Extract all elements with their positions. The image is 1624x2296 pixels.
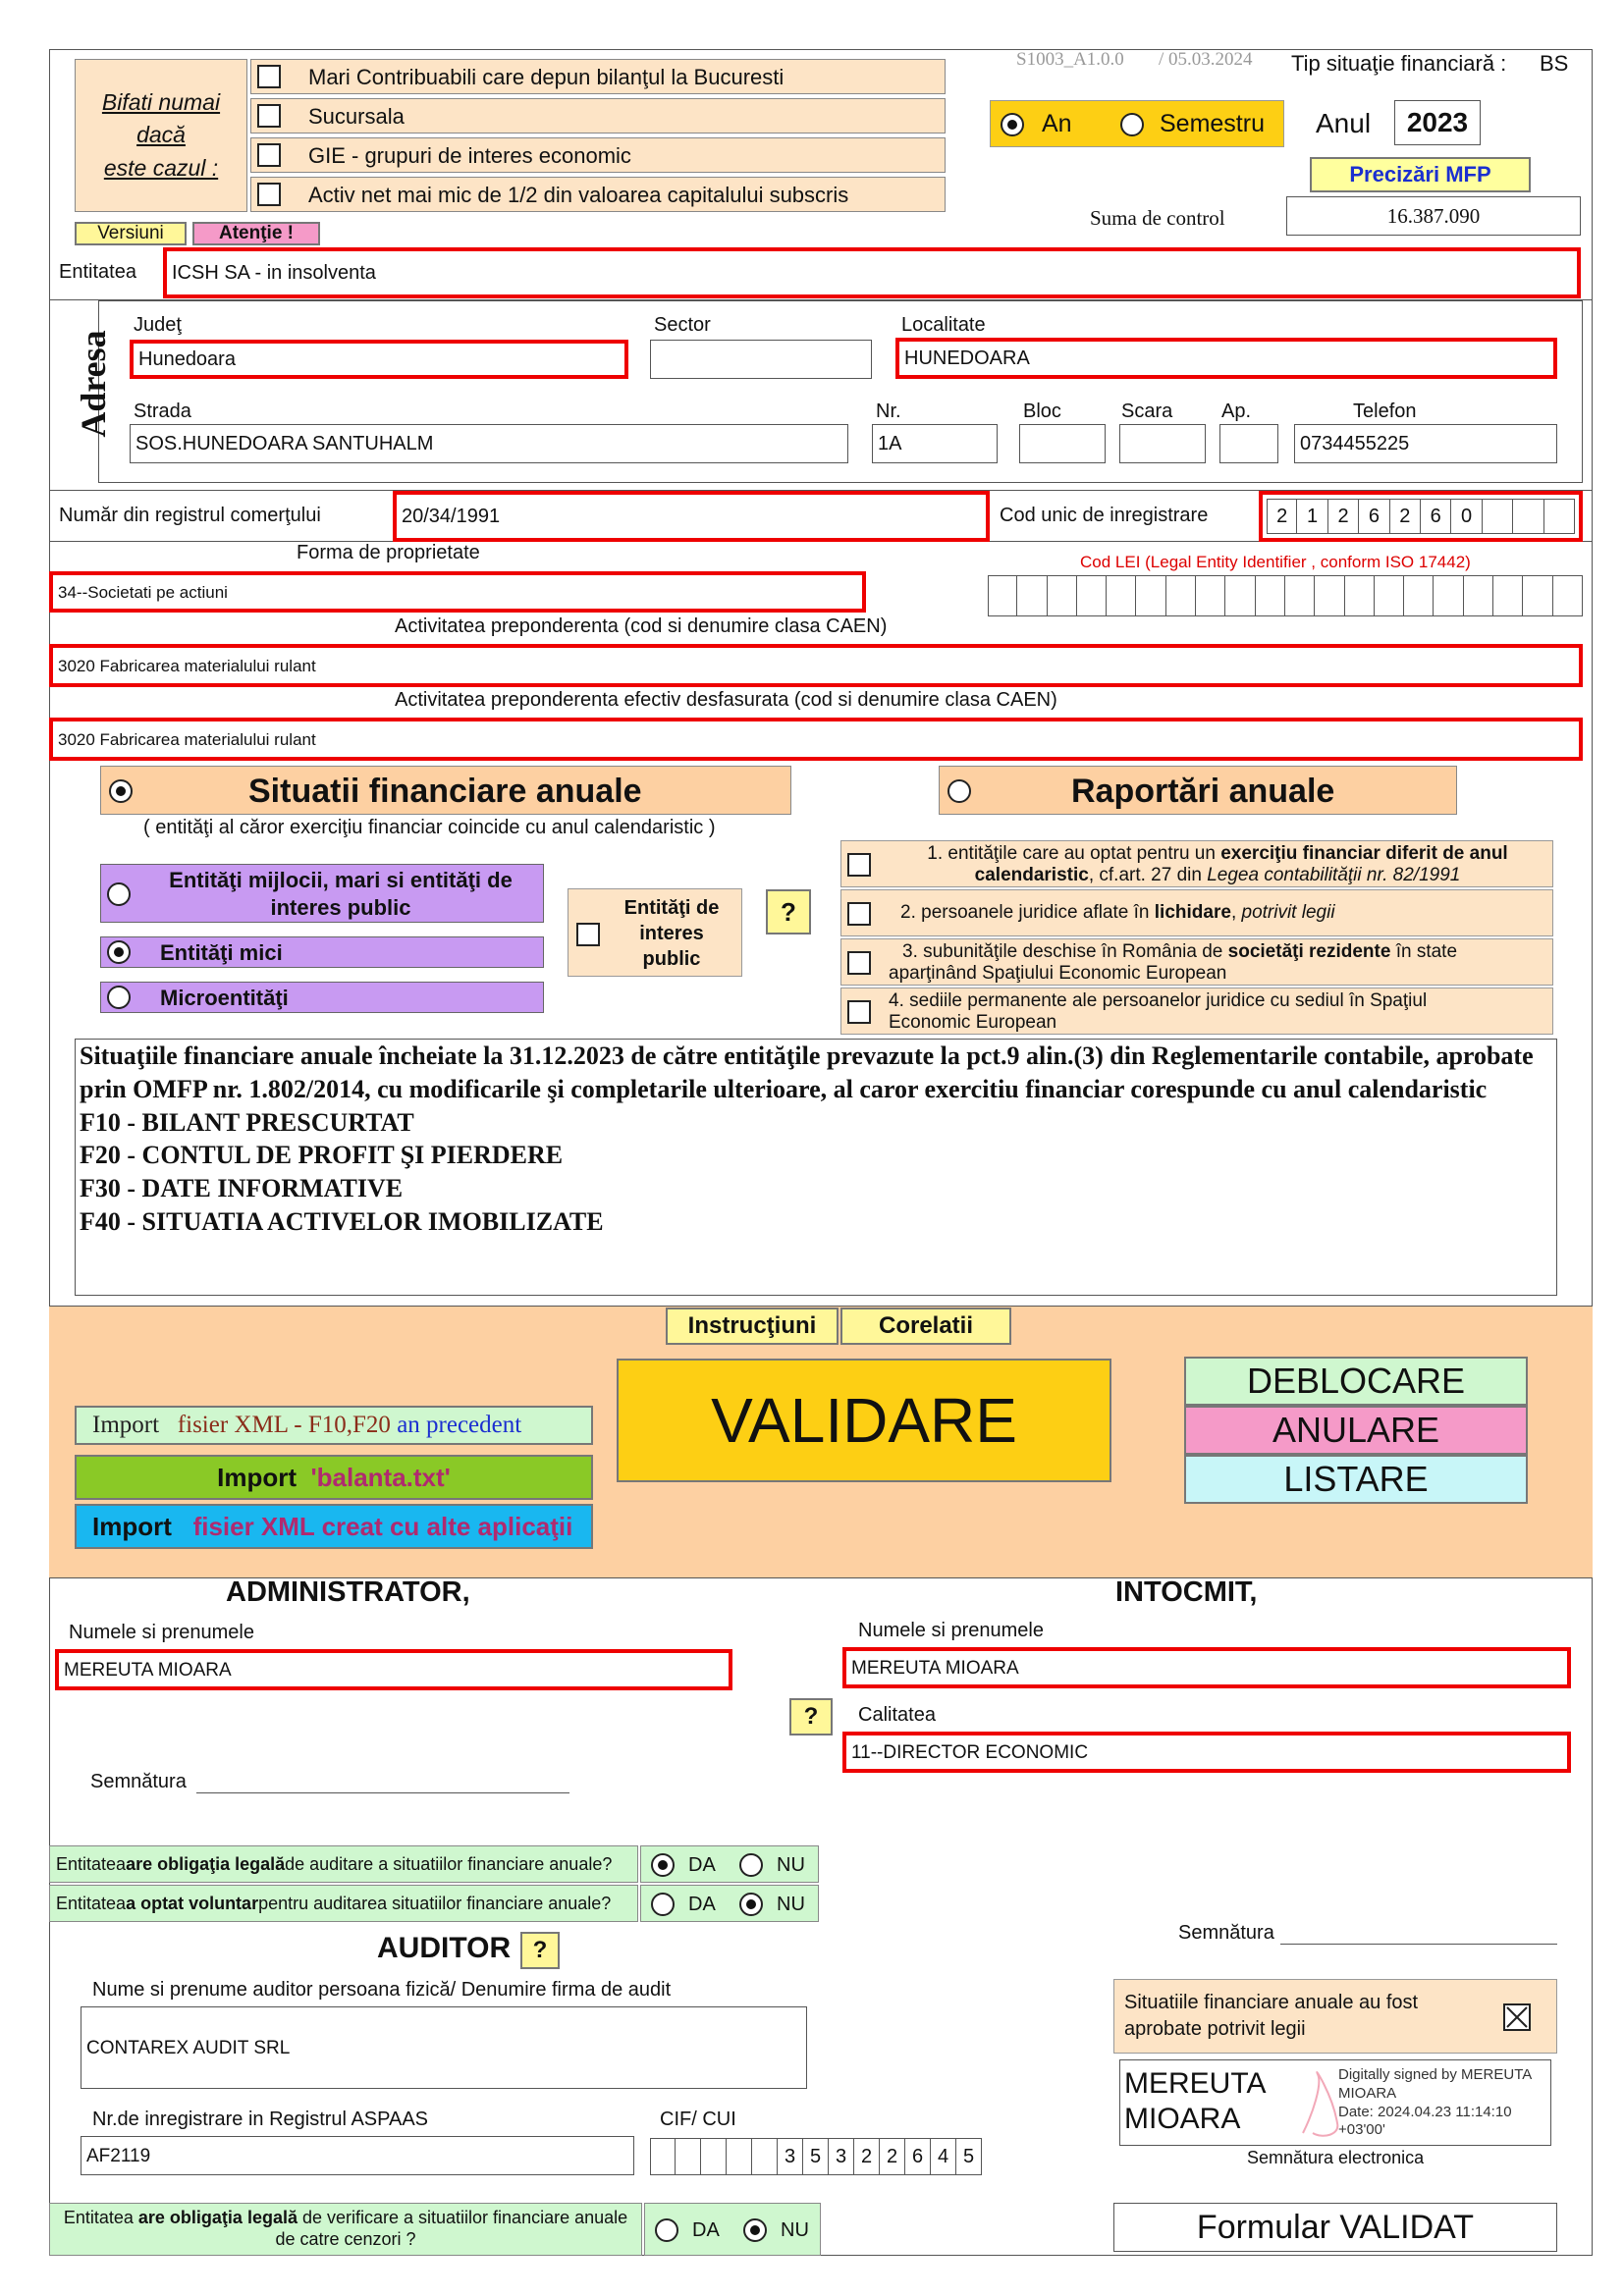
entitatea-field[interactable]: ICSH SA - in insolventa bbox=[163, 247, 1581, 298]
bifati-line: este cazul : bbox=[103, 154, 219, 181]
ap-label: Ap. bbox=[1221, 400, 1252, 422]
raportari-title: Raportări anuale bbox=[1071, 773, 1335, 810]
lei-cell bbox=[1523, 575, 1552, 616]
cif-digit bbox=[752, 2138, 778, 2175]
raportari-option[interactable] bbox=[840, 938, 1553, 986]
text: Import bbox=[92, 1412, 160, 1438]
interes-public-label: Entităţi de interes public bbox=[623, 897, 720, 970]
radio-semestru[interactable] bbox=[1120, 113, 1144, 136]
formular-validat-status: Formular VALIDAT bbox=[1113, 2203, 1557, 2252]
lei-label: Cod LEI (Legal Entity Identifier , conform ISO 17442) bbox=[1080, 553, 1471, 571]
checkbox[interactable] bbox=[257, 65, 281, 88]
instructiuni-button[interactable]: Instrucţiuni bbox=[666, 1308, 839, 1345]
checkbox-label: Mari Contribuabili care depun bilanţul la Bucuresti bbox=[308, 65, 785, 89]
radio-an-label: An bbox=[1042, 110, 1072, 137]
form-item: F40 - SITUATIA ACTIVELOR IMOBILIZATE bbox=[80, 1206, 604, 1236]
radio-raportari-anuale[interactable] bbox=[947, 779, 971, 803]
option-mici[interactable] bbox=[100, 936, 544, 968]
lei-cell bbox=[1285, 575, 1315, 616]
caen-efectiv-label: Activitatea preponderenta efectiv desfasurata (cod si denumire clasa CAEN) bbox=[395, 689, 1057, 711]
radio-semestru-label: Semestru bbox=[1160, 110, 1265, 137]
option-mijlocii-label: Entităţi mijlocii, mari si entităţi de interes public bbox=[169, 868, 513, 920]
lei-cell bbox=[1017, 575, 1047, 616]
raportari-option-label bbox=[889, 843, 1546, 886]
calitatea-help-button[interactable]: ? bbox=[789, 1698, 833, 1735]
versiuni-button[interactable]: Versiuni bbox=[75, 222, 187, 245]
lei-cell bbox=[1553, 575, 1583, 616]
localitate-field[interactable]: HUNEDOARA bbox=[895, 338, 1557, 379]
lei-cells bbox=[988, 575, 1583, 616]
header-checkbox-row[interactable] bbox=[250, 98, 946, 133]
admin-nume-label: Numele si prenumele bbox=[69, 1622, 254, 1643]
lei-cell bbox=[1048, 575, 1077, 616]
auditor-title: AUDITOR bbox=[377, 1932, 512, 1964]
header-checkbox-row[interactable] bbox=[250, 59, 946, 94]
text: , bbox=[1230, 902, 1242, 923]
sector-label: Sector bbox=[654, 314, 711, 336]
text: fisier XML creat cu alte aplicaţii bbox=[192, 1511, 573, 1541]
sector-field[interactable] bbox=[650, 340, 872, 379]
anul-label: Anul bbox=[1316, 108, 1372, 138]
text: Digitally signed by MEREUTA bbox=[1338, 2066, 1533, 2083]
suma-control-field: 16.387.090 bbox=[1286, 196, 1581, 236]
radio-an[interactable] bbox=[1001, 113, 1024, 136]
raportari-header bbox=[939, 766, 1457, 815]
text: 1. entităţile care au optat pentru un bbox=[927, 843, 1221, 864]
radio-da[interactable] bbox=[655, 2218, 678, 2242]
text: fisier XML - F10,F20 bbox=[177, 1412, 391, 1438]
situatii-header bbox=[100, 766, 791, 815]
radio-nu[interactable] bbox=[739, 1853, 763, 1877]
text: de auditare a situatiilor financiare anuale? bbox=[285, 1853, 613, 1874]
option-mijlocii[interactable] bbox=[100, 864, 544, 923]
precizari-mfp-button[interactable]: Precizări MFP bbox=[1310, 157, 1531, 192]
checkbox-label: Activ net mai mic de 1/2 din valoarea capitalului subscris bbox=[308, 183, 849, 207]
form-item: F30 - DATE INFORMATIVE bbox=[80, 1174, 404, 1203]
option-micro[interactable] bbox=[100, 982, 544, 1013]
scara-field[interactable] bbox=[1119, 424, 1206, 463]
auditor-name-label: Nume si prenume auditor persoana fizică/ Denumire firma de audit bbox=[92, 1979, 672, 2001]
cui-digit bbox=[1483, 499, 1513, 534]
semnatura-electronica-label: Semnătura electronica bbox=[1247, 2148, 1425, 2167]
nr-field[interactable]: 1A bbox=[872, 424, 998, 463]
header-checkbox-row[interactable] bbox=[250, 177, 946, 212]
cui-digit-cells bbox=[1267, 499, 1575, 534]
validare-button[interactable]: VALIDARE bbox=[617, 1359, 1111, 1482]
digital-sign-details bbox=[1338, 2066, 1532, 2140]
cenzori-question-row bbox=[49, 2203, 642, 2256]
lei-cell bbox=[1136, 575, 1165, 616]
intocmit-semnatura-line bbox=[1280, 1944, 1557, 1945]
admin-semnatura-line bbox=[196, 1792, 569, 1793]
cif-digit bbox=[701, 2138, 727, 2175]
text: Entitatea bbox=[63, 2208, 138, 2227]
admin-nume-field[interactable]: MEREUTA MIOARA bbox=[55, 1649, 732, 1690]
radio-nu-label: NU bbox=[777, 1894, 805, 1915]
text: Entitatea bbox=[56, 1853, 127, 1874]
cui-digit bbox=[1513, 499, 1543, 534]
lei-cell bbox=[1166, 575, 1196, 616]
raportari-option-label bbox=[900, 902, 1539, 924]
import-balanta-button[interactable] bbox=[75, 1455, 593, 1500]
cui-digit: 6 bbox=[1421, 499, 1451, 534]
version-code: S1003_A1.0.0 bbox=[1016, 49, 1124, 70]
aspaas-label: Nr.de inregistrare in Registrul ASPAAS bbox=[92, 2109, 429, 2130]
radio-da-label: DA bbox=[688, 1854, 716, 1876]
registru-label: Număr din registrul comerţului bbox=[59, 505, 321, 526]
cif-digit: 3 bbox=[829, 2138, 854, 2175]
scara-label: Scara bbox=[1121, 400, 1173, 422]
text: a optat voluntar bbox=[126, 1893, 259, 1913]
text: MEREUTA MIOARA bbox=[1124, 2067, 1265, 2135]
lei-cell bbox=[1107, 575, 1136, 616]
aprobate-checkbox[interactable] bbox=[1503, 2003, 1531, 2031]
lei-cell bbox=[1375, 575, 1404, 616]
interes-public-checkbox[interactable] bbox=[576, 923, 600, 946]
cui-digit: 1 bbox=[1297, 499, 1327, 534]
radio-micro[interactable] bbox=[107, 986, 131, 1009]
checkbox[interactable] bbox=[847, 853, 871, 877]
checkbox-label: GIE - grupuri de interes economic bbox=[308, 143, 631, 168]
checkbox[interactable] bbox=[257, 104, 281, 128]
text: are obligaţia legală bbox=[137, 2208, 298, 2227]
cui-digit: 2 bbox=[1390, 499, 1421, 534]
version-date: / 05.03.2024 bbox=[1159, 49, 1253, 70]
text: an precedent bbox=[397, 1412, 522, 1438]
anul-field[interactable]: 2023 bbox=[1394, 100, 1481, 145]
strada-label: Strada bbox=[134, 400, 191, 422]
judet-label: Judeţ bbox=[134, 314, 182, 336]
registru-field[interactable]: 20/34/1991 bbox=[393, 491, 990, 542]
tip-value: BS bbox=[1540, 51, 1569, 76]
text: MIOARA bbox=[1338, 2084, 1397, 2102]
calitatea-field[interactable]: 11--DIRECTOR ECONOMIC bbox=[842, 1732, 1571, 1773]
radio-nu-label: NU bbox=[777, 1854, 805, 1876]
cui-label: Cod unic de inregistrare bbox=[1000, 505, 1209, 526]
radio-nu[interactable] bbox=[739, 1893, 763, 1916]
text: 2. persoanele juridice aflate în bbox=[900, 902, 1155, 923]
lei-cell bbox=[1404, 575, 1434, 616]
radio-da-label: DA bbox=[688, 1894, 716, 1915]
radio-mici[interactable] bbox=[107, 940, 131, 964]
raportari-option[interactable] bbox=[840, 840, 1553, 887]
judet-field[interactable]: Hunedoara bbox=[130, 340, 628, 379]
cif-digit bbox=[650, 2138, 676, 2175]
deblocare-button[interactable]: DEBLOCARE bbox=[1184, 1357, 1528, 1406]
text: de verificare a situatiilor financiare anuale de catre cenzori ? bbox=[275, 2208, 628, 2249]
raportari-option-label bbox=[889, 941, 1546, 985]
lei-cell bbox=[1077, 575, 1107, 616]
digital-signature-box bbox=[1119, 2059, 1551, 2146]
cui-field[interactable] bbox=[1259, 491, 1583, 542]
radio-situatii-anuale[interactable] bbox=[109, 779, 133, 803]
text: Date: 2024.04.23 11:14:10 bbox=[1338, 2103, 1512, 2120]
adresa-label: Adresa bbox=[74, 330, 113, 438]
radio-nu-label: NU bbox=[781, 2219, 809, 2241]
form-item: F20 - CONTUL DE PROFIT ŞI PIERDERE bbox=[80, 1141, 564, 1170]
strada-field[interactable]: SOS.HUNEDOARA SANTUHALM bbox=[130, 424, 848, 463]
bifati-box bbox=[75, 59, 247, 212]
intocmit-semnatura-label: Semnătura bbox=[1178, 1922, 1274, 1944]
administrator-title: ADMINISTRATOR, bbox=[226, 1576, 470, 1608]
text: 'balanta.txt' bbox=[310, 1462, 451, 1492]
telefon-field[interactable]: 0734455225 bbox=[1294, 424, 1557, 463]
calitatea-label: Calitatea bbox=[858, 1704, 936, 1726]
description-box bbox=[75, 1039, 1557, 1296]
entitatea-label: Entitatea bbox=[59, 261, 136, 283]
forma-label: Forma de proprietate bbox=[297, 542, 480, 563]
nr-label: Nr. bbox=[876, 400, 901, 422]
lei-field[interactable] bbox=[988, 575, 1583, 616]
audit-question-row bbox=[49, 1845, 638, 1883]
atentie-button[interactable]: Atenţie ! bbox=[192, 222, 320, 245]
cui-digit: 0 bbox=[1451, 499, 1482, 534]
text: în state aparţinând Spaţiului Economic European bbox=[889, 941, 1458, 984]
checkbox-label: Sucursala bbox=[308, 104, 405, 129]
text: Import bbox=[92, 1511, 172, 1541]
period-radio-group bbox=[990, 100, 1284, 147]
cui-digit: 6 bbox=[1359, 499, 1389, 534]
ap-field[interactable] bbox=[1219, 424, 1278, 463]
lei-cell bbox=[1256, 575, 1285, 616]
audit-question-row bbox=[49, 1885, 638, 1922]
intocmit-nume-label: Numele si prenumele bbox=[858, 1620, 1044, 1641]
localitate-label: Localitate bbox=[901, 314, 986, 336]
listare-button[interactable]: LISTARE bbox=[1184, 1455, 1528, 1504]
text: potrivit legii bbox=[1241, 902, 1335, 923]
header-checkbox-row[interactable] bbox=[250, 137, 946, 173]
raportari-option[interactable] bbox=[840, 988, 1553, 1035]
checkbox[interactable] bbox=[847, 1000, 871, 1024]
corelatii-button[interactable]: Corelatii bbox=[840, 1308, 1011, 1345]
help-button[interactable]: ? bbox=[766, 889, 811, 934]
caen-field[interactable]: 3020 Fabricarea materialului rulant bbox=[49, 644, 1583, 687]
text: lichidare bbox=[1154, 902, 1231, 923]
cif-digit: 6 bbox=[905, 2138, 931, 2175]
cif-digit: 2 bbox=[880, 2138, 905, 2175]
cenzori-radios bbox=[644, 2203, 821, 2256]
cif-label: CIF/ CUI bbox=[660, 2109, 736, 2130]
lei-cell bbox=[988, 575, 1017, 616]
bloc-field[interactable] bbox=[1019, 424, 1106, 463]
cif-field[interactable] bbox=[650, 2138, 982, 2175]
checkbox[interactable] bbox=[847, 902, 871, 926]
intocmit-nume-field[interactable]: MEREUTA MIOARA bbox=[842, 1647, 1571, 1688]
cif-digit: 5 bbox=[956, 2138, 982, 2175]
auditor-name-field[interactable]: CONTAREX AUDIT SRL bbox=[81, 2006, 807, 2089]
lei-cell bbox=[1493, 575, 1523, 616]
lei-cell bbox=[1464, 575, 1493, 616]
text: , cf.art. 27 din bbox=[1088, 864, 1208, 885]
caen-efectiv-field[interactable]: 3020 Fabricarea materialului rulant bbox=[49, 718, 1583, 761]
text: Import bbox=[217, 1462, 298, 1492]
lei-cell bbox=[1345, 575, 1375, 616]
anulare-button[interactable]: ANULARE bbox=[1184, 1406, 1528, 1455]
raportari-option-label: 4. sediile permanente ale persoanelor juridice cu sediul în Spaţiul Economic European bbox=[889, 990, 1428, 1033]
intocmit-title: INTOCMIT, bbox=[1115, 1576, 1258, 1608]
cif-digit: 3 bbox=[778, 2138, 803, 2175]
lei-cell bbox=[1196, 575, 1225, 616]
text: Legea contabilităţii nr. 82/1991 bbox=[1207, 864, 1461, 885]
cui-digit bbox=[1544, 499, 1575, 534]
aspaas-field[interactable]: AF2119 bbox=[81, 2136, 634, 2175]
situatii-title: Situatii financiare anuale bbox=[248, 773, 642, 810]
cif-digit bbox=[676, 2138, 701, 2175]
option-micro-label: Microentităţi bbox=[160, 986, 289, 1010]
text: pentru auditarea situatiilor financiare anuale? bbox=[258, 1893, 612, 1913]
raportari-option[interactable] bbox=[840, 889, 1553, 936]
situatii-subtitle: ( entităţi al căror exerciţiu financiar coincide cu anul calendaristic ) bbox=[143, 817, 716, 838]
cif-digit-cells bbox=[650, 2138, 982, 2175]
lei-cell bbox=[1315, 575, 1344, 616]
bifati-line: Bifati numai bbox=[101, 88, 221, 115]
text: societăţi rezidente bbox=[1227, 941, 1391, 962]
checkbox[interactable] bbox=[257, 143, 281, 167]
bloc-label: Bloc bbox=[1023, 400, 1061, 422]
aprobate-label: Situatiile financiare anuale au fost aprobate potrivit legii bbox=[1124, 1992, 1419, 2040]
audit-q2-radios bbox=[640, 1885, 819, 1922]
cui-digit: 2 bbox=[1267, 499, 1297, 534]
cui-digit: 2 bbox=[1328, 499, 1359, 534]
radio-mijlocii[interactable] bbox=[107, 882, 131, 906]
aprobate-box[interactable] bbox=[1113, 1979, 1557, 2054]
text: exerciţiu financiar diferit de anul calendaristic bbox=[974, 843, 1508, 885]
import-xml-precedent-button[interactable] bbox=[75, 1406, 593, 1445]
import-xml-alte-aplicatii-button[interactable] bbox=[75, 1504, 593, 1549]
text: Entitatea bbox=[56, 1893, 127, 1913]
signer-name bbox=[1124, 2066, 1291, 2137]
text: +03'00' bbox=[1338, 2121, 1385, 2139]
radio-da-label: DA bbox=[692, 2219, 720, 2241]
telefon-label: Telefon bbox=[1353, 400, 1417, 422]
audit-q1-radios bbox=[640, 1845, 819, 1883]
caen-label: Activitatea preponderenta (cod si denumire clasa CAEN) bbox=[395, 615, 888, 637]
suma-control-label: Suma de control bbox=[1090, 206, 1225, 230]
checkbox[interactable] bbox=[847, 951, 871, 975]
lei-cell bbox=[1434, 575, 1463, 616]
bifati-line: dacă bbox=[136, 122, 186, 148]
cif-digit: 5 bbox=[803, 2138, 829, 2175]
description-text: Situaţiile financiare anuale încheiate la 31.12.2023 de către entităţile prevazute la pct.9 alin.(3) din Reglementarile contabile, aprobate prin OMFP nr. 1.802/2014, cu modificarile şi completarile ulterioare, al caror exercitiu financiar corespunde cu anul calendaristic bbox=[80, 1041, 1534, 1103]
tip-label: Tip situaţie financiară : bbox=[1291, 51, 1507, 76]
radio-nu[interactable] bbox=[743, 2218, 767, 2242]
cif-digit bbox=[727, 2138, 752, 2175]
radio-da[interactable] bbox=[651, 1893, 675, 1916]
radio-da[interactable] bbox=[651, 1853, 675, 1877]
cif-digit: 4 bbox=[931, 2138, 956, 2175]
lei-cell bbox=[1225, 575, 1255, 616]
interes-public-box[interactable] bbox=[568, 888, 742, 977]
text: 3. subunităţile deschise în România de bbox=[902, 941, 1228, 962]
text: are obligaţia legală bbox=[126, 1853, 286, 1874]
cif-digit: 2 bbox=[854, 2138, 880, 2175]
forma-field[interactable]: 34--Societati pe actiuni bbox=[49, 571, 866, 613]
checkbox[interactable] bbox=[257, 183, 281, 206]
form-item: F10 - BILANT PRESCURTAT bbox=[80, 1107, 414, 1137]
auditor-help-button[interactable]: ? bbox=[520, 1932, 560, 1969]
admin-semnatura-label: Semnătura bbox=[90, 1771, 187, 1792]
option-mici-label: Entităţi mici bbox=[160, 940, 283, 965]
